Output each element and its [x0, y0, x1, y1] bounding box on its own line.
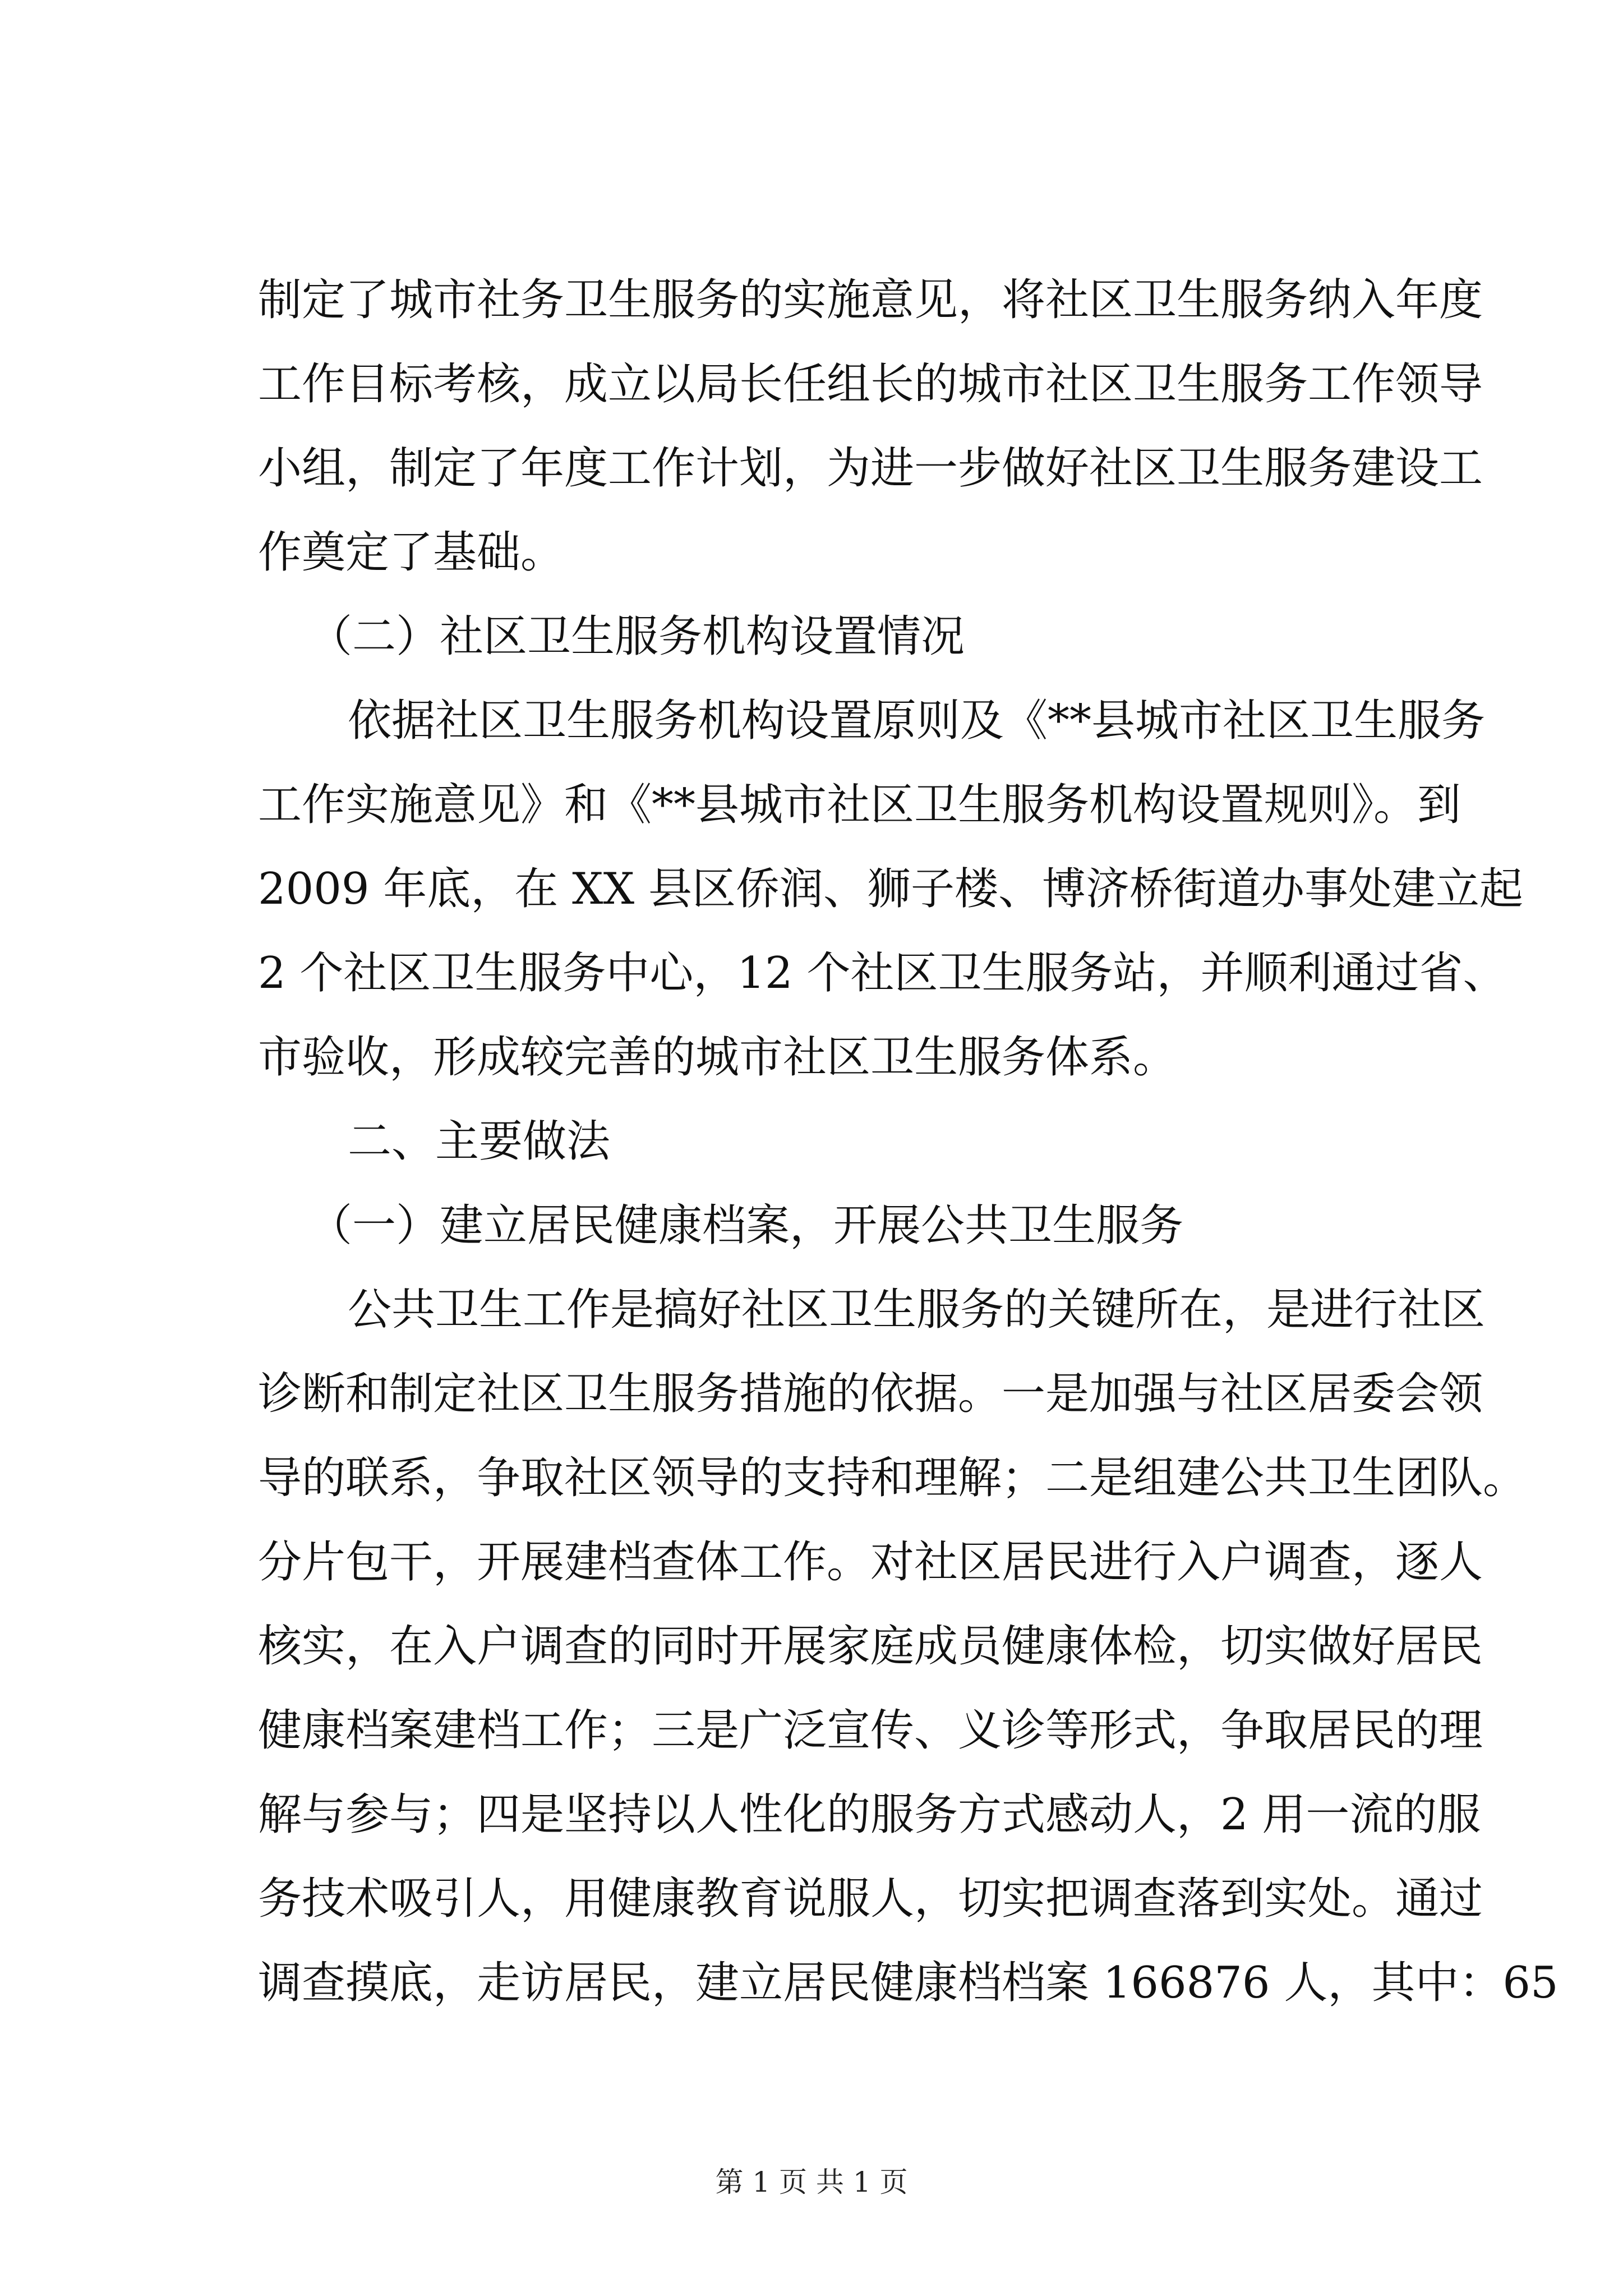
- text-line: 2009 年底，在 XX 县区侨润、狮子楼、博济桥街道办事处建立起: [258, 864, 1523, 914]
- text-line: 工作实施意见》和《**县城市社区卫生服务机构设置规则》。到: [258, 780, 1461, 830]
- text-line: 依据社区卫生服务机构设置原则及《**县城市社区卫生服务: [348, 696, 1486, 746]
- text-line: 2 个社区卫生服务中心，12 个社区卫生服务站，并顺利通过省、: [258, 948, 1507, 999]
- text-line: 务技术吸引人，用健康教育说服人，切实把调查落到实处。通过: [258, 1874, 1483, 1924]
- text-line: 分片包干，开展建档查体工作。对社区居民进行入户调查，逐人: [258, 1537, 1483, 1588]
- text-line: 工作目标考核，成立以局长任组长的城市社区卫生服务工作领导: [258, 359, 1483, 409]
- section-heading: 二、主要做法: [348, 1116, 611, 1167]
- text-line: 核实，在入户调查的同时开展家庭成员健康体检，切实做好居民: [258, 1621, 1483, 1672]
- text-line: 解与参与；四是坚持以人性化的服务方式感动人，2 用一流的服: [258, 1789, 1481, 1840]
- text-line: 调查摸底，走访居民，建立居民健康档档案 166876 人，其中：65: [258, 1958, 1559, 2008]
- document-body: [258, 258, 1559, 2025]
- section-heading: （二）社区卫生服务机构设置情况: [308, 611, 965, 662]
- text-line: 导的联系，争取社区领导的支持和理解；二是组建公共卫生团队。: [258, 1453, 1527, 1503]
- text-line: 公共卫生工作是搞好社区卫生服务的关键所在，是进行社区: [348, 1285, 1486, 1335]
- text-line: 制定了城市社务卫生服务的实施意见，将社区卫生服务纳入年度: [258, 275, 1483, 325]
- text-line: 小组，制定了年度工作计划，为进一步做好社区卫生服务建设工: [258, 443, 1483, 494]
- text-line: 健康档案建档工作；三是广泛宣传、义诊等形式，争取居民的理: [258, 1705, 1483, 1756]
- text-line: 市验收，形成较完善的城市社区卫生服务体系。: [258, 1032, 1177, 1083]
- text-line: 诊断和制定社区卫生服务措施的依据。一是加强与社区居委会领: [258, 1369, 1483, 1419]
- section-heading: （一）建立居民健康档案，开展公共卫生服务: [308, 1200, 1184, 1251]
- page-number-footer: 第 1 页 共 1 页: [715, 2166, 908, 2198]
- text-line: 作奠定了基础。: [258, 527, 565, 578]
